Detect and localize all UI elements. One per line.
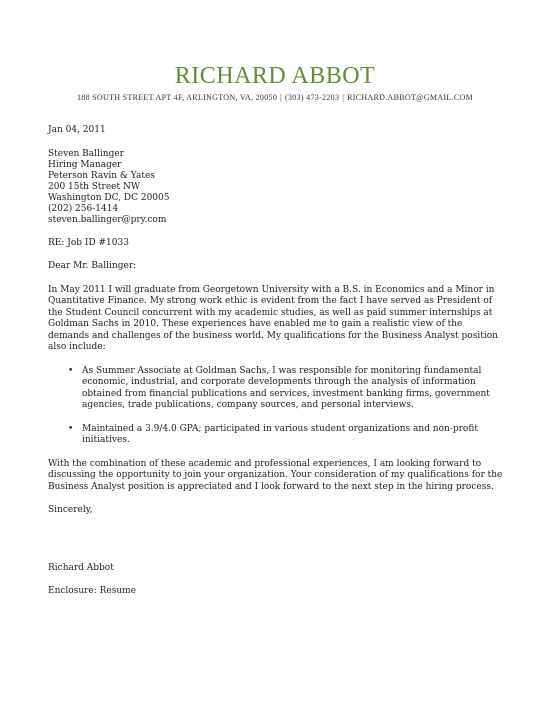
recipient-company: Peterson Ravin & Yates: [48, 170, 155, 181]
separator: |: [342, 93, 345, 102]
recipient-address-block: [48, 149, 504, 226]
bullet-icon: •: [68, 365, 74, 376]
signature-name: Richard Abbot: [48, 562, 114, 573]
recipient-title: Hiring Manager: [48, 159, 122, 170]
paragraph-closing: [48, 459, 504, 494]
list-item-text: Maintained a 3.9/4.0 GPA; participated in various student organizations and non-profit initiatives.: [82, 423, 478, 445]
list-item: [68, 424, 504, 447]
salutation: Dear Mr. Ballinger:: [48, 261, 137, 271]
list-item-text: As Summer Associate at Goldman Sachs, I was responsible for monitoring fundamental economic, industrial, and corporate developments through the analysis of information obtained from financial publications and services, investment banking firms, government agencies, trade publications, company sources, and personal interviews.: [82, 365, 490, 410]
sender-contact-line: [0, 92, 550, 104]
sender-name: RICHARD ABBOT: [174, 63, 376, 89]
recipient-phone: (202) 256-1414: [48, 203, 119, 214]
recipient-email: steven.ballinger@pry.com: [48, 214, 167, 225]
sender-email: RICHARD.ABBOT@GMAIL.COM: [347, 93, 473, 102]
letter-date: Jan 04, 2011: [48, 125, 106, 135]
subject-line: RE: Job ID #1033: [48, 237, 129, 248]
sender-address: 188 SOUTH STREET APT 4F, ARLINGTON, VA, 20050: [76, 93, 278, 102]
sender-phone: (303) 473-2203: [285, 93, 340, 102]
paragraph-text: With the combination of these academic and professional experiences, I am looking forward to discussing the opportunity to join your organization. Your consideration of my qualifications for the Business Analyst position is appreciated and I look forward to the next step in the hiring process.: [48, 458, 503, 492]
qualifications-list: [48, 366, 504, 447]
paragraph-text: In May 2011 I will graduate from Georgetown University with a B.S. in Economics and a Minor in Quantitative Finance. My strong work ethic is evident from the fact I have served as President of the Student Council concurrent with my academic studies, as well as paid summer internships at Goldman Sachs in 2010. These experiences have enabled me to gain a realistic view of the demands and challenges of the business world. My qualifications for the Business Analyst position also include:: [48, 284, 498, 352]
list-item: [68, 366, 504, 412]
signature-space: [48, 529, 504, 563]
closing: Sincerely,: [48, 505, 93, 515]
letterhead: [0, 62, 550, 104]
letter-body: [48, 125, 504, 610]
bullet-icon: •: [68, 423, 74, 434]
recipient-name: Steven Ballinger: [48, 148, 124, 159]
paragraph-intro: [48, 285, 504, 354]
separator: |: [280, 93, 283, 102]
recipient-street: 200 15th Street NW: [48, 181, 141, 192]
recipient-city: Washington DC, DC 20005: [48, 192, 170, 203]
enclosure-line: Enclosure: Resume: [48, 586, 137, 596]
